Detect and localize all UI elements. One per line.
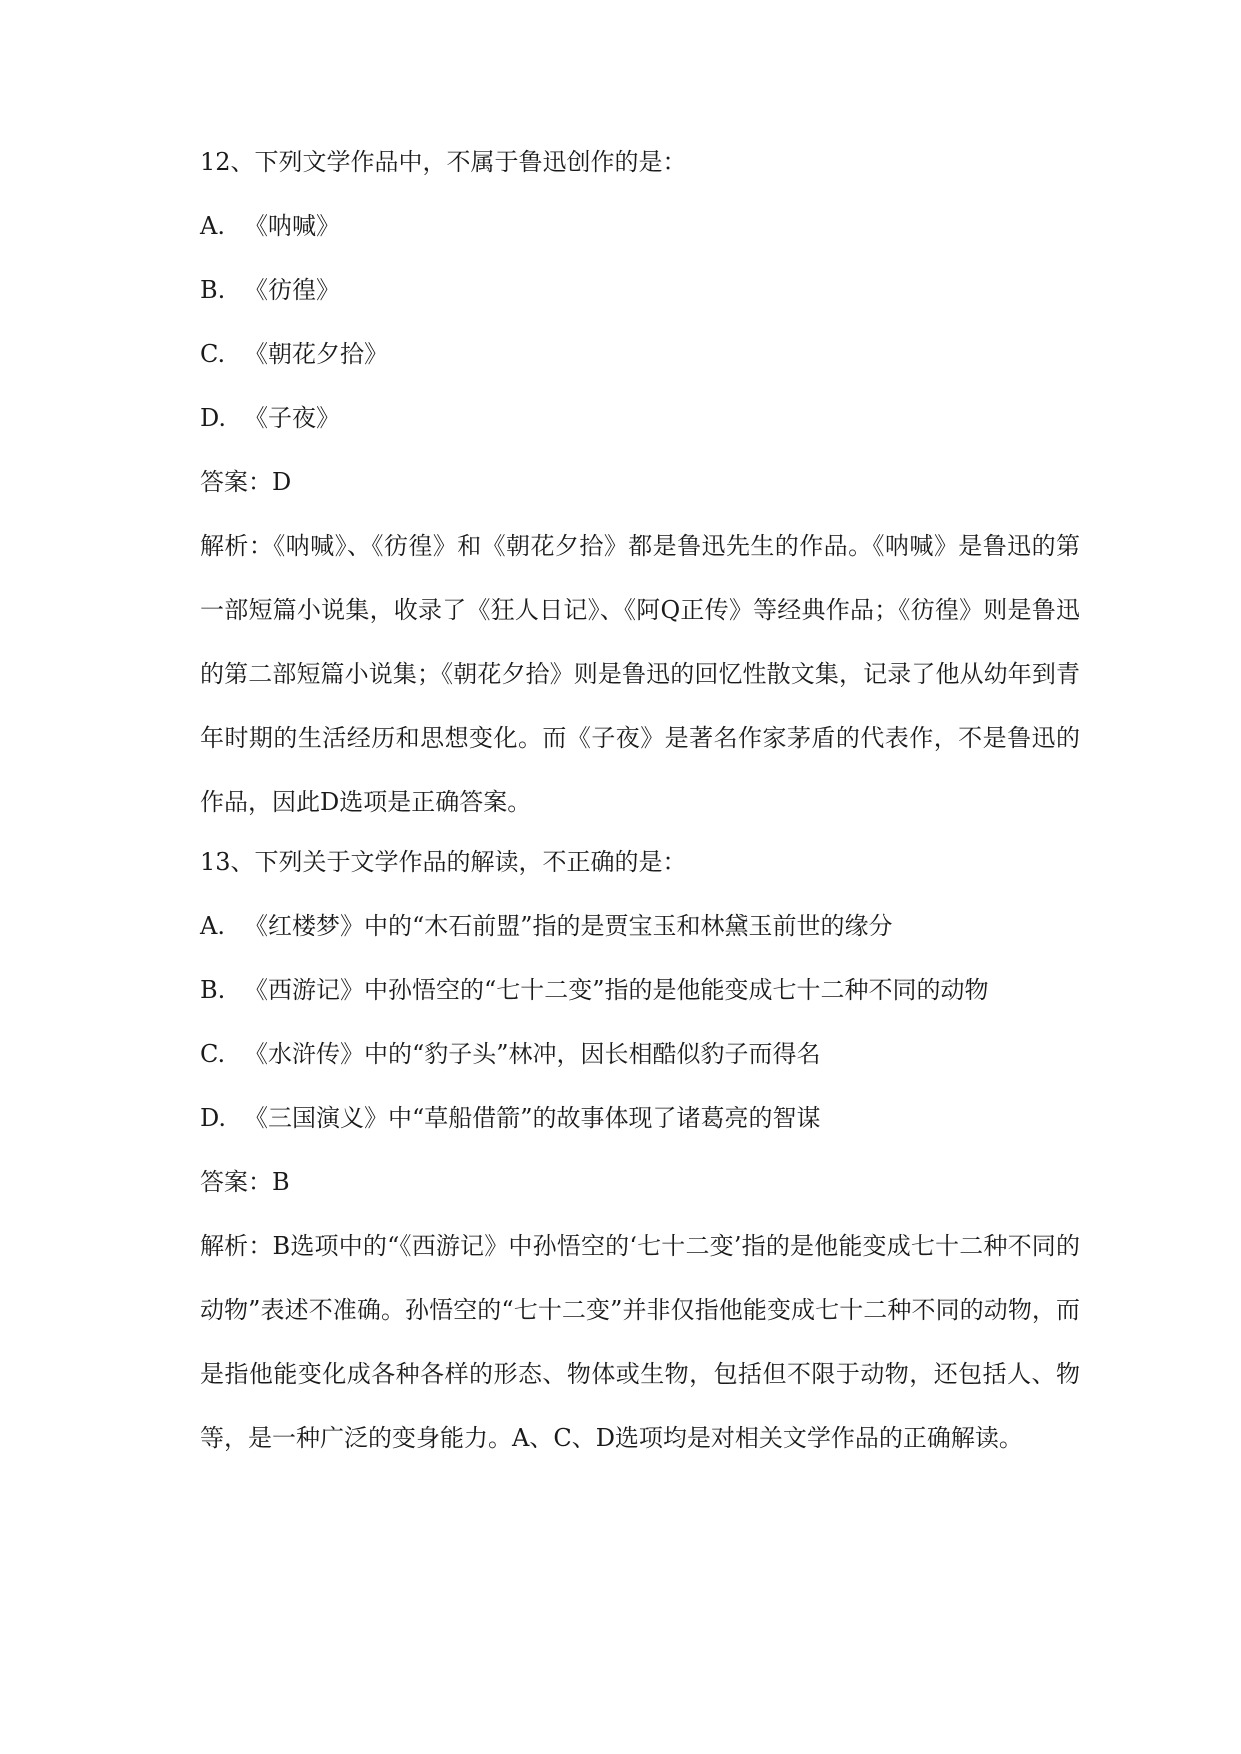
option-text: 《西游记》中孙悟空的“七十二变”指的是他能变成七十二种不同的动物 [244, 976, 989, 1004]
option-letter: B. [200, 976, 226, 1004]
question-12 [200, 140, 1080, 834]
document-page [200, 140, 1080, 1476]
question-title: 12、下列文学作品中，不属于鲁迅创作的是： [200, 148, 687, 176]
question-13 [200, 840, 1080, 1470]
answer: 答案：B [200, 1168, 290, 1196]
option-c [200, 1032, 1080, 1076]
analysis-paragraph: 解析：《呐喊》、《彷徨》和《朝花夕拾》都是鲁迅先生的作品。《呐喊》是鲁迅的第一部短篇小说集，收录了《狂人日记》、《阿Q正传》等经典作品；《彷徨》则是鲁迅的第二部短篇小说集；《朝花夕拾》则是鲁迅的回忆性散文集，记录了他从幼年到青年时期的生活经历和思想变化。而《子夜》是著名作家茅盾的代表作，不是鲁迅的作品，因此D选项是正确答案。 [200, 532, 1080, 816]
option-a [200, 204, 1080, 248]
option-c [200, 332, 1080, 376]
option-a [200, 904, 1080, 948]
analysis-paragraph: 解析：B选项中的“《西游记》中孙悟空的‘七十二变’指的是他能变成七十二种不同的动物”表述不准确。孙悟空的“七十二变”并非仅指他能变成七十二种不同的动物，而是指他能变化成各种各样的形态、物体或生物，包括但不限于动物，还包括人、物等，是一种广泛的变身能力。A、C、D选项均是对相关文学作品的正确解读。 [200, 1232, 1080, 1452]
option-letter: A. [200, 912, 225, 940]
option-d [200, 1096, 1080, 1140]
option-letter: C. [200, 340, 226, 368]
option-letter: D. [200, 1104, 227, 1132]
option-d [200, 396, 1080, 440]
option-text: 《水浒传》中的“豹子头”林冲，因长相酷似豹子而得名 [244, 1040, 821, 1068]
option-letter: B. [200, 276, 226, 304]
option-letter: A. [200, 212, 225, 240]
option-text: 《彷徨》 [244, 276, 340, 304]
option-text: 《三国演义》中“草船借箭”的故事体现了诸葛亮的智谋 [244, 1104, 821, 1132]
question-title: 13、下列关于文学作品的解读，不正确的是： [200, 848, 687, 876]
option-letter: D. [200, 404, 227, 432]
option-text: 《子夜》 [244, 404, 340, 432]
answer: 答案：D [200, 468, 292, 496]
option-letter: C. [200, 1040, 226, 1068]
option-text: 《朝花夕拾》 [244, 340, 388, 368]
option-text: 《呐喊》 [244, 212, 340, 240]
option-b [200, 968, 1080, 1012]
option-b [200, 268, 1080, 312]
option-text: 《红楼梦》中的“木石前盟”指的是贾宝玉和林黛玉前世的缘分 [244, 912, 893, 940]
